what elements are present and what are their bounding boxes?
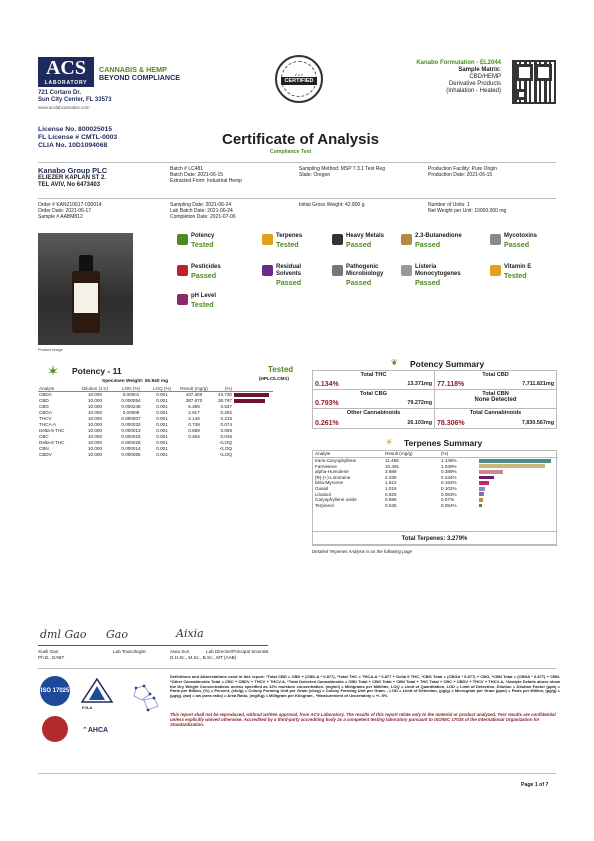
cell-pct: <LOQ bbox=[219, 446, 232, 451]
terpene-bar bbox=[479, 464, 545, 468]
col-dilution: Dilution (1:n) bbox=[75, 386, 115, 392]
divider bbox=[38, 773, 556, 774]
signature-2-mark: Gao bbox=[106, 628, 128, 641]
test-microbiology bbox=[332, 264, 396, 287]
cell-lod: 0.000065 bbox=[121, 452, 141, 457]
terpenes-icon bbox=[262, 234, 273, 245]
cell-analyte: THCA-A bbox=[39, 422, 57, 427]
terp-cell-result: 3.888 bbox=[385, 469, 397, 475]
terp-cell-result: 0.696 bbox=[385, 497, 397, 503]
total-thc-cell bbox=[313, 371, 434, 389]
disclaimer-text: This report shall not be reproduced, without written approval, from ACS Laboratory. The results of this report relate only to the material or product analyzed. Test results are confidential unless explicitly waived otherwise. Accredited by a third-party accrediting body as a competent testing laboratory pursuant to ISO/IEC 17025 of the International Organization for Standardization. bbox=[170, 712, 556, 728]
cell-dilution: 10.000 bbox=[87, 446, 103, 451]
terp-cell-result: 11.458 bbox=[385, 458, 399, 463]
cell-pct: 0.074 bbox=[220, 422, 232, 427]
batch-number: Batch # LC481 bbox=[170, 166, 204, 172]
terpenes-rows bbox=[313, 458, 558, 509]
cell-dilution: 10.000 bbox=[87, 434, 103, 439]
col-lod: LOD (%) bbox=[115, 386, 147, 392]
terp-cell-result: 10.491 bbox=[385, 463, 400, 469]
cell-pct: 0.292 bbox=[220, 410, 232, 415]
residual-solvents-icon bbox=[262, 265, 273, 276]
cell-dilution: 10.000 bbox=[87, 410, 103, 415]
other-cannabinoids-mg: 26.103mg bbox=[407, 420, 432, 426]
terp-col-result: Result (mg/g) bbox=[383, 451, 439, 458]
product-image-caption: Product Image bbox=[38, 348, 63, 352]
other-cannabinoids-label: Other Cannabinoids bbox=[346, 410, 401, 416]
cell-dilution: 10.000 bbox=[87, 392, 103, 397]
test-status: Passed bbox=[346, 240, 372, 249]
molecule-icon bbox=[130, 684, 162, 714]
clia-number: CLIA No. 10D1094068 bbox=[38, 142, 108, 149]
terp-cell-result: 2.336 bbox=[385, 474, 397, 480]
tagline-2: BEYOND COMPLIANCE bbox=[99, 73, 181, 82]
terpene-bar bbox=[479, 504, 482, 508]
cell-analyte: CBDV bbox=[39, 452, 52, 457]
test-name: Terpenes bbox=[276, 233, 303, 239]
net-weight: Net Weight per Unit: 10000.000 mg bbox=[428, 208, 507, 215]
terpene-bar bbox=[479, 459, 551, 463]
page-number: Page 1 of 7 bbox=[521, 782, 549, 788]
terpene-bar bbox=[479, 476, 494, 480]
seal-text: CERTIFIED bbox=[281, 77, 316, 85]
test-name: Potency bbox=[191, 233, 215, 239]
cell-loq: 0.001 bbox=[156, 410, 168, 415]
signatory-2-role: Lab Director/Principal Scientist bbox=[206, 649, 269, 654]
pjla-logo-icon bbox=[81, 678, 113, 704]
terp-cell-pct: 0.07% bbox=[441, 497, 455, 503]
specimen-weight: Specimen Weight: 50.940 mg bbox=[102, 379, 169, 384]
certified-seal bbox=[275, 55, 323, 103]
tagline-1: CANNABIS & HEMP bbox=[99, 65, 167, 74]
terp-cell-pct: 0.102% bbox=[441, 485, 457, 491]
test-butanedione bbox=[401, 233, 462, 249]
product-name: Kanabo Formulation - EL2044 bbox=[416, 60, 501, 66]
cell-loq: 0.001 bbox=[156, 422, 168, 427]
col-result: Result (mg/g) bbox=[177, 386, 211, 392]
col-analyte: Analyte bbox=[38, 386, 75, 392]
total-thc-label: Total THC bbox=[360, 372, 387, 378]
test-name: pH Level bbox=[191, 293, 217, 299]
col-pct: (%) bbox=[211, 386, 233, 392]
address-line-1: 721 Cortaro Dr. bbox=[38, 90, 82, 96]
total-cbg-label: Total CBG bbox=[360, 391, 387, 397]
production-date: Production Date: 2021-06-15 bbox=[428, 172, 493, 179]
potency-summary-grid bbox=[312, 370, 557, 429]
iso-badge-label: ISO 17025 bbox=[40, 688, 70, 694]
potency-bar bbox=[234, 399, 265, 403]
ahca-logo: ⌃AHCA bbox=[82, 727, 109, 734]
cell-analyte: CBD bbox=[39, 398, 49, 403]
cell-analyte: CBG bbox=[39, 404, 49, 409]
terp-cell-pct: 0.234% bbox=[441, 474, 457, 480]
cell-bar bbox=[233, 452, 273, 458]
potency-title: Potency - 11 bbox=[72, 366, 122, 376]
cell-loq: 0.001 bbox=[156, 416, 168, 421]
product-info bbox=[416, 60, 501, 95]
test-status: Passed bbox=[276, 278, 302, 287]
test-status: Passed bbox=[415, 240, 441, 249]
cell-result: 0.739 bbox=[188, 422, 200, 427]
cell-result: 5.369 bbox=[188, 404, 200, 409]
state: State: Oregon bbox=[299, 172, 331, 179]
total-thc-pct: 0.134% bbox=[315, 381, 339, 388]
total-cbn-value: None Detected bbox=[474, 397, 517, 403]
cell-loq: 0.001 bbox=[156, 392, 168, 397]
terp-cell-analyte: Guaiol bbox=[315, 485, 329, 491]
cell-dilution: 10.000 bbox=[87, 416, 103, 421]
cell-pct: 0.537 bbox=[220, 404, 232, 409]
cell-lod: 0.000007 bbox=[121, 416, 141, 421]
total-cbd-cell bbox=[434, 371, 556, 389]
cell-result: 2.917 bbox=[188, 410, 200, 415]
test-name: Mycotoxins bbox=[504, 233, 538, 239]
test-cannabis-leaf bbox=[177, 233, 214, 249]
cell-loq: 0.001 bbox=[156, 434, 168, 439]
sample-number: Sample # AABM812 bbox=[38, 214, 83, 221]
cannabis-leaf-icon bbox=[177, 234, 188, 245]
terp-cell-pct: 0.152% bbox=[441, 480, 457, 486]
col-loq: LOQ (%) bbox=[147, 386, 177, 392]
terp-col-pct: (%) bbox=[439, 451, 477, 458]
order-info bbox=[38, 202, 102, 221]
potency-bar bbox=[234, 393, 269, 397]
cell-pct: 0.215 bbox=[220, 416, 232, 421]
client-name: Kanabo Group PLC bbox=[38, 166, 108, 175]
signatory-2-name: Aixia Sun bbox=[170, 649, 190, 654]
divider bbox=[38, 162, 556, 163]
terp-cell-analyte: trans-Caryophyllene bbox=[315, 458, 357, 463]
cell-result: 0.464 bbox=[188, 434, 200, 439]
total-cbd-label: Total CBD bbox=[482, 372, 509, 378]
total-cbd-pct: 77.118% bbox=[437, 381, 465, 388]
leaf-icon: ❦ bbox=[391, 358, 398, 367]
client-address-1: ELIEZER KAPLAN ST 2. bbox=[38, 175, 107, 181]
terp-cell-pct: 1.146% bbox=[441, 458, 457, 463]
sampling-info bbox=[299, 166, 385, 178]
test-name: Pesticides bbox=[191, 264, 221, 270]
iso-badge-icon bbox=[40, 676, 70, 706]
number-of-units: Number of Units: 1 bbox=[428, 202, 470, 208]
signature-1: dml Gao bbox=[40, 628, 87, 641]
dates-info bbox=[170, 202, 236, 221]
cell-pct: <LOQ bbox=[219, 440, 232, 445]
pjla-label: PJLA bbox=[82, 705, 93, 710]
cannabis-leaf-icon bbox=[47, 365, 59, 376]
terp-cell-analyte: Linalool bbox=[315, 491, 331, 497]
terp-cell-analyte: alpha-Humulene bbox=[315, 469, 349, 475]
production-facility: Production Facility: Pure Origin bbox=[428, 166, 497, 172]
ph-level-icon bbox=[177, 294, 188, 305]
batch-info bbox=[170, 166, 242, 185]
total-cbn-label: Total CBN bbox=[482, 391, 509, 397]
test-status: Passed bbox=[415, 278, 441, 287]
cell-lod: 0.00008 bbox=[122, 410, 140, 415]
test-status: Passed bbox=[346, 278, 372, 287]
cell-analyte: Delta-8 THC bbox=[39, 440, 65, 445]
product-image bbox=[38, 233, 133, 345]
extracted-from: Extracted From: Industrial Hemp bbox=[170, 178, 242, 185]
cell-loq: 0.001 bbox=[156, 428, 168, 433]
other-cannabinoids-cell bbox=[313, 409, 434, 428]
cell-result bbox=[177, 452, 211, 458]
logo-main: ACS bbox=[45, 57, 86, 79]
cell-lod: 0.000018 bbox=[121, 434, 141, 439]
total-cbn-cell bbox=[434, 390, 556, 408]
seal-checks-icon: ✓✓✓ bbox=[294, 73, 304, 77]
cell-result: 0.689 bbox=[188, 428, 200, 433]
total-thc-mg: 13.371mg bbox=[407, 381, 432, 387]
sampling-date: Sampling Date: 2021-06-24 bbox=[170, 202, 232, 208]
total-cannabinoids-cell bbox=[434, 409, 556, 428]
test-residual-solvents bbox=[262, 264, 326, 287]
fl-license: FL License # CMTL-0003 bbox=[38, 134, 118, 141]
gross-weight: Initial Gross Weight: 42.800 g bbox=[299, 202, 365, 208]
terp-col-analyte: Analyte bbox=[313, 451, 383, 458]
matrix-line-2: Derivative Products bbox=[448, 81, 501, 87]
cell-result: 437.300 bbox=[185, 392, 203, 397]
signatory-1 bbox=[38, 649, 64, 660]
cell-analyte: CBDA bbox=[39, 392, 52, 397]
pesticides-icon bbox=[177, 265, 188, 276]
logo-sub: LABORATORY bbox=[44, 80, 88, 86]
total-cbg-cell bbox=[313, 390, 434, 408]
signatory-2-creds: D.H.Sc., M.Sc., B.Sc., MT (AAB) bbox=[170, 654, 237, 660]
terp-cell-analyte: Terpineol bbox=[315, 502, 334, 508]
definitions-text: Definitions and Abbreviations used in this report: *Total CBD = CBD + (CBD-A * 0.877), *Total THC = THCA-A * 0.877 + Delta 9 THC, *CBG Total = (CBGA * 0.877) + CBG, *CBN Total = (CBNA * 0.877) + CBN. *Other Cannabinoids Total = CBC + CBDV + THCV + THCV-A, *Total Detected Cannabinoids = CBD Total + CBG Total + CBN Total + THC Total + CBC + CBDV + THCV + THCV-A, *Analyte Details above show the Dry Weight Concentrations unless specified as 12% moisture concentration. (mg/ml) = Milligrams per Milliliter, LOQ = Limit of Quantitation, LOD = Limit of Detection, Dilution = Dilution Factor (ppb) = Parts per Billion, (%) = Percent, (cfu/g) = Colony Forming Unit per Gram (cfu/g) = Colony Forming Unit per Gram, , LOD = Limit of Detection, (µg/g) = Microgram per Gram (ppm) = Parts per Million, (µg/g) = (µg/g), (aw) = aw (area ratio) = Area Ratio, (mg/Kg) = Milligram per Kilogram , *Measurement of Uncertainty = +/- 5% bbox=[170, 674, 560, 699]
table-row bbox=[313, 503, 558, 509]
page-title: Certificate of Analysis bbox=[222, 131, 379, 148]
cell-result: 387.670 bbox=[185, 398, 203, 403]
terpene-bar bbox=[479, 498, 483, 502]
cell-pct: <LOQ bbox=[219, 452, 232, 457]
cell-lod: 0.000026 bbox=[121, 440, 141, 445]
microbiology-icon bbox=[332, 265, 343, 276]
terpenes-table bbox=[313, 451, 558, 508]
total-cannabinoids-mg: 7,830.567mg bbox=[521, 420, 554, 426]
terp-cell-result: 1.016 bbox=[385, 485, 397, 491]
signatory-1-creds: Ph.D., DABT bbox=[38, 654, 65, 660]
units-info bbox=[428, 202, 506, 214]
test-status: Tested bbox=[191, 300, 214, 309]
terp-cell-pct: 0.389% bbox=[441, 469, 457, 475]
terp-cell-analyte: beta-Myrcene bbox=[315, 480, 344, 486]
terp-cell-analyte: Caryophyllene oxide bbox=[315, 497, 357, 503]
table-row bbox=[38, 452, 273, 458]
potency-method: (HPLC/LCMS) bbox=[259, 376, 289, 381]
license-block bbox=[38, 126, 117, 150]
test-terpenes bbox=[262, 233, 302, 249]
cell-pct: 43.730 bbox=[217, 392, 232, 397]
weight-info bbox=[299, 202, 365, 208]
test-status: Tested bbox=[504, 271, 527, 280]
signature-3: Aixia bbox=[176, 627, 204, 640]
vitamin-e-icon bbox=[490, 265, 501, 276]
cell-pct: 38.767 bbox=[217, 398, 232, 403]
acs-logo bbox=[38, 57, 94, 87]
cell-loq: 0.001 bbox=[156, 440, 168, 445]
cell-result: 2.146 bbox=[188, 416, 200, 421]
terpene-bar bbox=[479, 487, 485, 491]
test-status: Passed bbox=[504, 240, 530, 249]
qr-code-icon[interactable] bbox=[512, 60, 556, 104]
bottle-icon bbox=[72, 255, 100, 333]
test-status: Tested bbox=[191, 240, 214, 249]
cell-lod: 0.000013 bbox=[121, 428, 141, 433]
cell-dilution: 10.000 bbox=[87, 404, 103, 409]
cell-lod: 0.000014 bbox=[121, 446, 141, 451]
sampling-method: Sampling Method: MSP 7.3.1 Test Reg bbox=[299, 166, 385, 172]
signature-line bbox=[38, 645, 268, 646]
address-line-2: Sun City Center, FL 33573 bbox=[38, 97, 112, 103]
total-cbd-mg: 7,711.821mg bbox=[522, 381, 554, 387]
other-cannabinoids-pct: 0.261% bbox=[315, 420, 339, 427]
state-seal-icon bbox=[42, 716, 68, 742]
order-number: Order # KAN210617-030014 bbox=[38, 202, 102, 208]
cell-dilution: 10.000 bbox=[87, 440, 103, 445]
terp-cell-analyte: (R)-(+)-Limonene bbox=[315, 474, 351, 480]
cell-lod: 0.000032 bbox=[121, 422, 141, 427]
terpenes-summary-title: Terpenes Summary bbox=[404, 438, 483, 448]
license-number: License No. 800025015 bbox=[38, 126, 113, 133]
test-name: 2.3-Butanedione bbox=[415, 233, 462, 239]
client-address-2: TEL AVIV, No 6473403 bbox=[38, 182, 101, 188]
cell-loq: 0.001 bbox=[156, 398, 168, 403]
cell-dilution: 10.000 bbox=[87, 428, 103, 433]
test-name: Vitamin E bbox=[504, 264, 532, 270]
terp-cell-result: 1.522 bbox=[385, 480, 397, 486]
test-name: Heavy Metals bbox=[346, 233, 385, 239]
total-cannabinoids-label: Total Cannabinoids bbox=[469, 410, 522, 416]
cell-loq: 0.001 bbox=[156, 446, 168, 451]
total-cbg-mg: 79.272mg bbox=[407, 400, 432, 406]
mycotoxins-icon bbox=[490, 234, 501, 245]
lab-url[interactable]: www.acslabcannabis.com bbox=[38, 105, 90, 110]
potency-status: Tested bbox=[268, 365, 294, 374]
terp-cell-pct: 1.049% bbox=[441, 463, 457, 469]
cell-pct: 0.069 bbox=[220, 428, 232, 433]
cell-dilution: 10.000 bbox=[87, 452, 103, 457]
lab-batch-date: Lab Batch Date: 2021-06-24 bbox=[170, 208, 233, 215]
terp-cell-result: 0.826 bbox=[385, 491, 397, 497]
cell-lod: 0.000054 bbox=[121, 398, 141, 403]
test-status: Tested bbox=[276, 240, 299, 249]
total-cannabinoids-pct: 78.306% bbox=[437, 420, 465, 427]
cell-pct: 0.046 bbox=[220, 434, 232, 439]
matrix-line-1: CBD/HEMP bbox=[469, 74, 501, 80]
test-name: Listeria Monocytogenes bbox=[415, 264, 461, 277]
matrix-line-3: (Inhalation - Heated) bbox=[446, 88, 501, 94]
terp-cell-result: 0.535 bbox=[385, 502, 397, 508]
terpene-bar bbox=[479, 470, 503, 474]
potency-summary-title: Potency Summary bbox=[410, 359, 485, 369]
test-heavy-metals bbox=[332, 233, 384, 249]
cell-analyte: CBN bbox=[39, 446, 49, 451]
terpene-bar bbox=[479, 481, 489, 485]
butanedione-icon bbox=[401, 234, 412, 245]
cell-analyte: Delta-9 THC bbox=[39, 428, 65, 433]
divider bbox=[38, 668, 556, 669]
divider bbox=[38, 198, 556, 199]
test-name: Pathogenic Microbiology bbox=[346, 264, 384, 277]
order-date: Order Date: 2021-06-17 bbox=[38, 208, 92, 215]
listeria-icon bbox=[401, 265, 412, 276]
terp-cell-pct: 0.083% bbox=[441, 491, 457, 497]
lab-address bbox=[38, 90, 112, 111]
test-ph-level bbox=[177, 293, 216, 309]
test-name: Residual Solvents bbox=[276, 264, 302, 277]
cell-dilution: 10.000 bbox=[87, 422, 103, 427]
total-cbg-pct: 0.793% bbox=[315, 400, 339, 407]
page-subtitle: Compliance Test bbox=[270, 149, 312, 155]
test-listeria bbox=[401, 264, 465, 287]
completion-date: Completion Date: 2021-07-06 bbox=[170, 214, 236, 221]
heavy-metals-icon bbox=[332, 234, 343, 245]
test-status: Passed bbox=[191, 271, 217, 280]
terp-cell-analyte: Farnesene bbox=[315, 463, 337, 469]
terpenes-icon: ☀ bbox=[385, 437, 394, 447]
terpenes-note: Detailed Terpenes Analysis is on the following page bbox=[312, 549, 412, 554]
test-vitamin-e bbox=[490, 264, 531, 280]
cell-loq: 0.001 bbox=[156, 404, 168, 409]
test-mycotoxins bbox=[490, 233, 537, 249]
terp-cell-pct: 0.054% bbox=[441, 502, 457, 508]
cell-analyte: CBGA bbox=[39, 410, 53, 415]
total-terpenes: Total Terpenes: 3.279% bbox=[312, 531, 557, 546]
terpene-bar bbox=[479, 492, 484, 496]
ahca-label: AHCA bbox=[87, 727, 109, 734]
matrix-label: Sample Matrix: bbox=[458, 67, 501, 73]
signatory-1-name: Xueli Gao bbox=[38, 649, 59, 654]
cell-dilution: 10.000 bbox=[87, 398, 103, 403]
potency-table bbox=[38, 386, 273, 458]
cell-analyte: CBC bbox=[39, 434, 49, 439]
cell-loq: 0.001 bbox=[156, 452, 168, 457]
cell-lod: 0.000248 bbox=[121, 404, 141, 409]
batch-date: Batch Date: 2021-06-15 bbox=[170, 172, 224, 179]
logo-tagline bbox=[99, 66, 180, 82]
terp-cell-bar bbox=[477, 503, 558, 509]
client-block bbox=[38, 166, 107, 189]
production-info bbox=[428, 166, 497, 178]
cell-analyte: THCV bbox=[39, 416, 52, 421]
test-pesticides bbox=[177, 264, 221, 280]
potency-rows bbox=[38, 392, 273, 459]
signatory-1-role: Lab Toxicologist bbox=[113, 649, 146, 654]
cell-lod: 0.00001 bbox=[122, 392, 140, 397]
